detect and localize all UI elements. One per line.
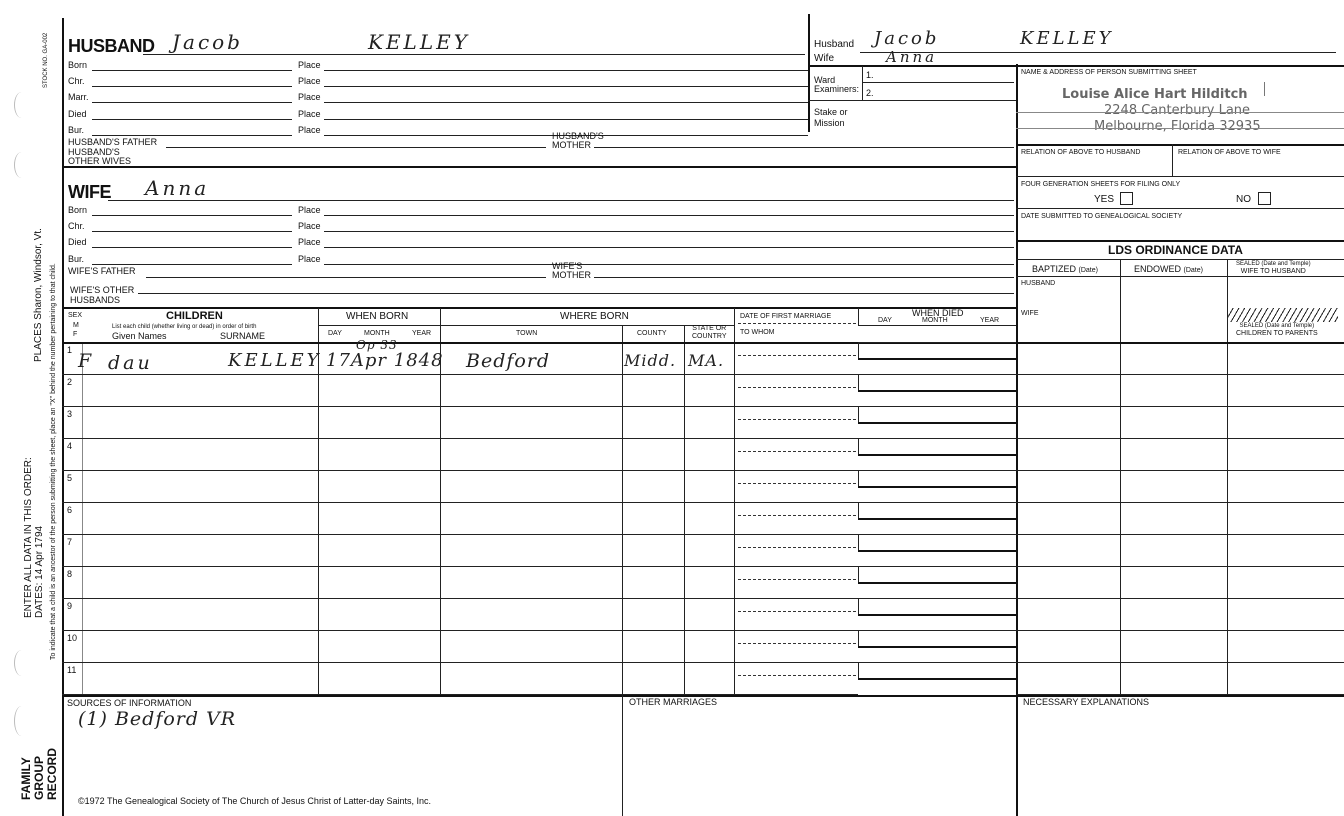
other-marriages-label: OTHER MARRIAGES xyxy=(629,697,718,707)
stake-label-line-2: Mission xyxy=(814,118,845,128)
no-checkbox[interactable] xyxy=(1258,192,1271,205)
yes-checkbox[interactable] xyxy=(1120,192,1133,205)
baptized-text: BAPTIZED xyxy=(1032,264,1077,274)
header-wife-label: Wife xyxy=(814,53,834,64)
husband-event-label: Chr. xyxy=(68,76,85,86)
wife-mother-label-line-2: MOTHER xyxy=(552,270,591,280)
examiner-1[interactable]: 1. xyxy=(866,70,874,80)
child-1-surname[interactable]: KELLEY xyxy=(228,350,322,371)
sealed-wife-line-2: WIFE TO HUSBAND xyxy=(1240,268,1306,275)
died-month-label: MONTH xyxy=(922,317,948,324)
child-1-county[interactable]: Midd. xyxy=(624,351,677,370)
wife-place-label: Place xyxy=(298,254,321,264)
binder-hole-mark xyxy=(14,706,29,736)
child-row-number: 8 xyxy=(67,569,73,579)
children-note: List each child (whether living or dead) in order of birth xyxy=(112,324,257,330)
children-heading: CHILDREN xyxy=(166,310,223,322)
stake-label-line-1: Stake or xyxy=(814,107,848,117)
husband-event-label: Bur. xyxy=(68,125,85,135)
wife-other-husbands-line-1: WIFE'S OTHER xyxy=(70,285,135,295)
lds-wife-row-label: WIFE xyxy=(1021,310,1039,317)
husband-other-wives-line-2: OTHER WIVES xyxy=(68,156,132,166)
ward-label: Ward xyxy=(814,75,836,85)
child-row-number: 11 xyxy=(67,665,77,675)
child-1-town[interactable]: Bedford xyxy=(466,350,551,372)
date-submitted-label: DATE SUBMITTED TO GENEALOGICAL SOCIETY xyxy=(1021,213,1183,220)
child-row-number: 7 xyxy=(67,537,73,547)
child-1-sex[interactable]: F xyxy=(78,350,95,372)
no-label: NO xyxy=(1236,194,1251,205)
sex-label: SEX xyxy=(68,312,83,319)
submitter-label: NAME & ADDRESS OF PERSON SUBMITTING SHEET xyxy=(1021,69,1197,76)
child-1-state[interactable]: MA. xyxy=(688,351,725,370)
wife-event-label: Bur. xyxy=(68,254,85,264)
lds-title: LDS ORDINANCE DATA xyxy=(1108,243,1243,257)
born-month-label: MONTH xyxy=(364,330,390,337)
form-title-line-3: RECORD xyxy=(45,747,59,800)
wife-father-label: WIFE'S FATHER xyxy=(68,266,136,276)
copyright-notice: ©1972 The Genealogical Society of The Church of Jesus Christ of Latter-day Saints, Inc. xyxy=(78,796,431,806)
form-title xyxy=(20,748,59,800)
sealed-children-label xyxy=(1236,323,1318,337)
died-year-label: YEAR xyxy=(980,317,1000,324)
husband-given-name[interactable]: Jacob xyxy=(172,30,243,54)
relation-husband-label: RELATION OF ABOVE TO HUSBAND xyxy=(1021,149,1141,156)
husband-other-wives-line-1: HUSBAND'S xyxy=(68,147,120,157)
wife-given-name[interactable]: Anna xyxy=(145,176,210,200)
when-born-heading: WHEN BORN xyxy=(346,311,409,322)
examiner-2[interactable]: 2. xyxy=(866,88,874,98)
ancestor-instruction: To indicate that a child is an ancestor of the person submitting the sheet, place an "X" behind the number pertaining to that child. xyxy=(50,263,57,660)
form-title-line-1: FAMILY xyxy=(19,757,33,800)
husband-event-label: Marr. xyxy=(68,92,89,102)
endowed-text: ENDOWED xyxy=(1134,264,1181,274)
given-names-label: Given Names xyxy=(112,331,167,341)
county-label: COUNTY xyxy=(637,330,667,337)
husband-father-label: HUSBAND'S FATHER xyxy=(68,137,158,147)
child-1-born-date[interactable]: 17Apr 1848 xyxy=(326,350,444,371)
wife-mother-label-line-1: WIFE'S xyxy=(552,261,583,271)
town-label: TOWN xyxy=(516,330,538,337)
born-day-label: DAY xyxy=(328,330,342,337)
header-husband-given[interactable]: Jacob xyxy=(874,28,940,49)
wife-other-husbands-line-2: HUSBANDS xyxy=(70,295,121,305)
born-year-label: YEAR xyxy=(412,330,432,337)
husband-heading: HUSBAND xyxy=(68,36,155,56)
wife-event-label: Chr. xyxy=(68,221,85,231)
died-day-label: DAY xyxy=(878,317,892,324)
husband-event-label: Died xyxy=(68,109,87,119)
enter-order-label: ENTER ALL DATA IN THIS ORDER: xyxy=(23,457,34,618)
child-row-number: 5 xyxy=(67,473,73,483)
to-whom-label: TO WHOM xyxy=(740,329,775,336)
header-husband-surname[interactable]: KELLEY xyxy=(1020,28,1114,49)
submitter-name: Louise Alice Hart Hilditch xyxy=(1062,87,1248,102)
binder-hole-mark xyxy=(14,650,29,676)
child-row-number: 3 xyxy=(67,409,73,419)
sealed-children-line-1: SEALED (Date and Temple) xyxy=(1239,323,1315,329)
submitter-street: 2248 Canterbury Lane xyxy=(1104,103,1251,118)
form-title-line-2: GROUP xyxy=(32,755,46,800)
state-label-line-1: STATE OR xyxy=(692,325,727,332)
stock-number: STOCK NO. GA-002 xyxy=(43,32,49,88)
husband-place-label: Place xyxy=(298,76,321,86)
submitter-city: Melbourne, Florida 32935 xyxy=(1094,119,1261,134)
sealed-wife-label xyxy=(1236,261,1311,275)
sex-m-label: M xyxy=(73,322,79,329)
surname-label: SURNAME xyxy=(220,331,266,341)
where-born-heading: WHERE BORN xyxy=(560,311,629,322)
source-1[interactable]: (1) Bedford VR xyxy=(78,708,237,730)
husband-place-label: Place xyxy=(298,109,321,119)
child-row-number: 9 xyxy=(67,601,73,611)
endowed-label xyxy=(1134,264,1203,276)
baptized-label xyxy=(1032,264,1098,276)
first-marriage-label: DATE OF FIRST MARRIAGE xyxy=(740,313,832,320)
sealed-wife-line-1: SEALED (Date and Temple) xyxy=(1236,261,1311,267)
places-order: PLACES Sharon, Windsor, Vt. xyxy=(33,228,44,362)
husband-place-label: Place xyxy=(298,125,321,135)
stake-mission-label xyxy=(814,107,848,129)
wife-place-label: Place xyxy=(298,205,321,215)
child-1-given[interactable]: dau xyxy=(108,352,153,374)
child-row-number: 6 xyxy=(67,505,73,515)
endowed-date-hint: (Date) xyxy=(1183,267,1203,274)
dates-order: DATES: 14 Apr 1794 xyxy=(34,525,45,618)
child-row-number: 10 xyxy=(67,633,78,643)
state-label xyxy=(692,325,726,341)
child-row-number: 2 xyxy=(67,377,73,387)
when-died-heading: WHEN DIED xyxy=(912,308,964,318)
binder-hole-mark xyxy=(14,92,29,118)
wife-place-label: Place xyxy=(298,221,321,231)
child-row-number: 1 xyxy=(67,345,73,355)
husband-mother-label-line-2: MOTHER xyxy=(552,140,591,150)
yes-label: YES xyxy=(1094,194,1115,205)
sealed-children-line-2: CHILDREN TO PARENTS xyxy=(1236,330,1318,337)
four-gen-label: FOUR GENERATION SHEETS FOR FILING ONLY xyxy=(1021,181,1181,188)
wife-heading: WIFE xyxy=(68,182,111,202)
wife-other-husbands-label xyxy=(70,285,134,305)
sex-f-label: F xyxy=(73,331,78,338)
wife-place-label: Place xyxy=(298,237,321,247)
child-row-number: 4 xyxy=(67,441,73,451)
binder-hole-mark xyxy=(14,152,29,178)
husband-mother-label-line-1: HUSBAND'S xyxy=(552,131,604,141)
state-label-line-2: COUNTRY xyxy=(692,333,727,340)
husband-place-label: Place xyxy=(298,60,321,70)
hatched-cell xyxy=(1228,308,1338,322)
examiners-label: Examiners: xyxy=(814,84,860,94)
wife-event-label: Died xyxy=(68,237,87,247)
wife-mother-label xyxy=(552,262,591,280)
husband-event-label: Born xyxy=(68,60,88,70)
husband-other-wives-label xyxy=(68,148,131,166)
baptized-date-hint: (Date) xyxy=(1078,267,1098,274)
wife-event-label: Born xyxy=(68,205,88,215)
relation-wife-label: RELATION OF ABOVE TO WIFE xyxy=(1178,149,1281,156)
header-wife-given[interactable]: Anna xyxy=(886,48,938,66)
husband-surname[interactable]: KELLEY xyxy=(368,30,470,54)
husband-place-label: Place xyxy=(298,92,321,102)
lds-husband-row-label: HUSBAND xyxy=(1021,280,1056,287)
sources-label: SOURCES OF INFORMATION xyxy=(67,698,192,708)
child-1-born-note[interactable]: Op 33 xyxy=(356,338,398,352)
necessary-explanations-label: NECESSARY EXPLANATIONS xyxy=(1023,697,1150,707)
header-husband-label: Husband xyxy=(814,39,855,50)
